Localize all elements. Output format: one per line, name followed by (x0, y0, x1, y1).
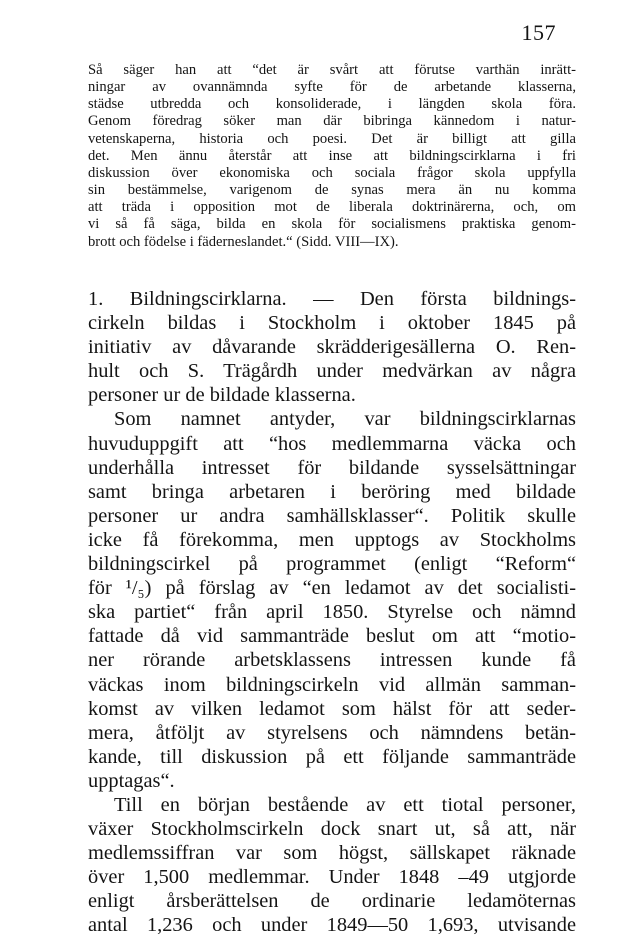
section-bildningscirklarna (88, 287, 576, 938)
body-line: enligt årsberättelsen de ordinarie ledamöternas (88, 890, 576, 913)
body-line: Till en början bestående av ett tiotal personer, (114, 793, 576, 816)
body-line: ska partiet“ från april 1850. Styrelse och nämnd (88, 601, 576, 624)
quote-line: sin bestämmelse, varigenom de synas mera än nu komma (88, 182, 576, 199)
quote-line: Så säger han att “det är svårt att förutse varthän inrätt- (88, 62, 576, 78)
body-line: huvuduppgift att “hos medlemmarna väcka och (88, 432, 576, 455)
body-line: fattade då vid sammanträde beslut om att “motio- (88, 625, 576, 648)
body-line: hult och S. Trägårdh under medvärkan av några (88, 360, 576, 383)
body-line: för ¹/₅) på förslag av “en ledamot av det socialisti- (88, 577, 576, 600)
quoted-passage (88, 62, 576, 251)
quote-line: att träda i opposition mot de liberala doktrinärerna, och, om (88, 199, 576, 216)
quote-line: brott och födelse i fäderneslandet.“ (Sidd. VIII—IX). (88, 233, 399, 250)
body-line: antal 1,236 och under 1849—50 1,693, utvisande (88, 914, 576, 937)
body-line: icke få förekomma, men upptogs av Stockholms (88, 528, 576, 551)
quote-line: vi så få säga, bilda en skola för socialismens praktiska genom- (88, 216, 576, 233)
page-number: 157 (521, 20, 556, 45)
body-line: ner rörande arbetsklassens intressen kunde få (88, 649, 576, 672)
body-line: samt bringa arbetaren i beröring med bildade (88, 480, 576, 503)
body-line: växer Stockholmscirkeln dock snart ut, så att, när (88, 818, 576, 841)
body-line: 1. Bildningscirklarna. — Den första bildnings- (88, 288, 576, 310)
body-line: personer ur de bildade klasserna. (88, 384, 356, 407)
body-line: cirkeln bildas i Stockholm i oktober 1845 på (88, 312, 576, 335)
quote-line: ningar av ovannämnda syfte för de arbetande klasserna, (88, 79, 576, 96)
quote-line: städse utbredda och konsoliderade, i längden skola föra. (88, 96, 576, 113)
body-line: över 1,500 medlemmar. Under 1848 –49 utgjorde (88, 866, 576, 889)
quote-line: diskussion över ekonomiska och sociala frågor skola uppfylla (88, 164, 576, 181)
body-line: väckas inom bildningscirkeln vid allmän samman- (88, 673, 576, 696)
body-line: initiativ av dåvarande skrädderigesällerna O. Ren- (88, 336, 576, 359)
body-line: mera, åtföljt av styrelsens och nämndens betän- (88, 721, 576, 744)
quote-line: vetenskaperna, historia och poesi. Det är billigt att gilla (88, 130, 576, 147)
body-line: medlemssiffran var som högst, sällskapet räknade (88, 842, 576, 865)
body-line: upptagas“. (88, 769, 175, 792)
body-line: Som namnet antyder, var bildningscirklarnas (114, 408, 576, 431)
body-line: kande, till diskussion på ett följande sammanträde (88, 745, 576, 768)
body-line: bildningscirkel på programmet (enligt “Reform“ (88, 553, 576, 576)
body-line: personer ur andra samhällsklasser“. Politik skulle (88, 504, 576, 527)
quote-line: Genom föredrag söker man där bibringa kännedom i natur- (88, 113, 576, 130)
quote-line: det. Men ännu återstår att inse att bildningscirklarna i fri (88, 147, 576, 164)
body-line: underhålla intresset för bildande sysselsättningar (88, 456, 576, 479)
body-line: komst av vilken ledamot som hälst för att seder- (88, 697, 576, 720)
